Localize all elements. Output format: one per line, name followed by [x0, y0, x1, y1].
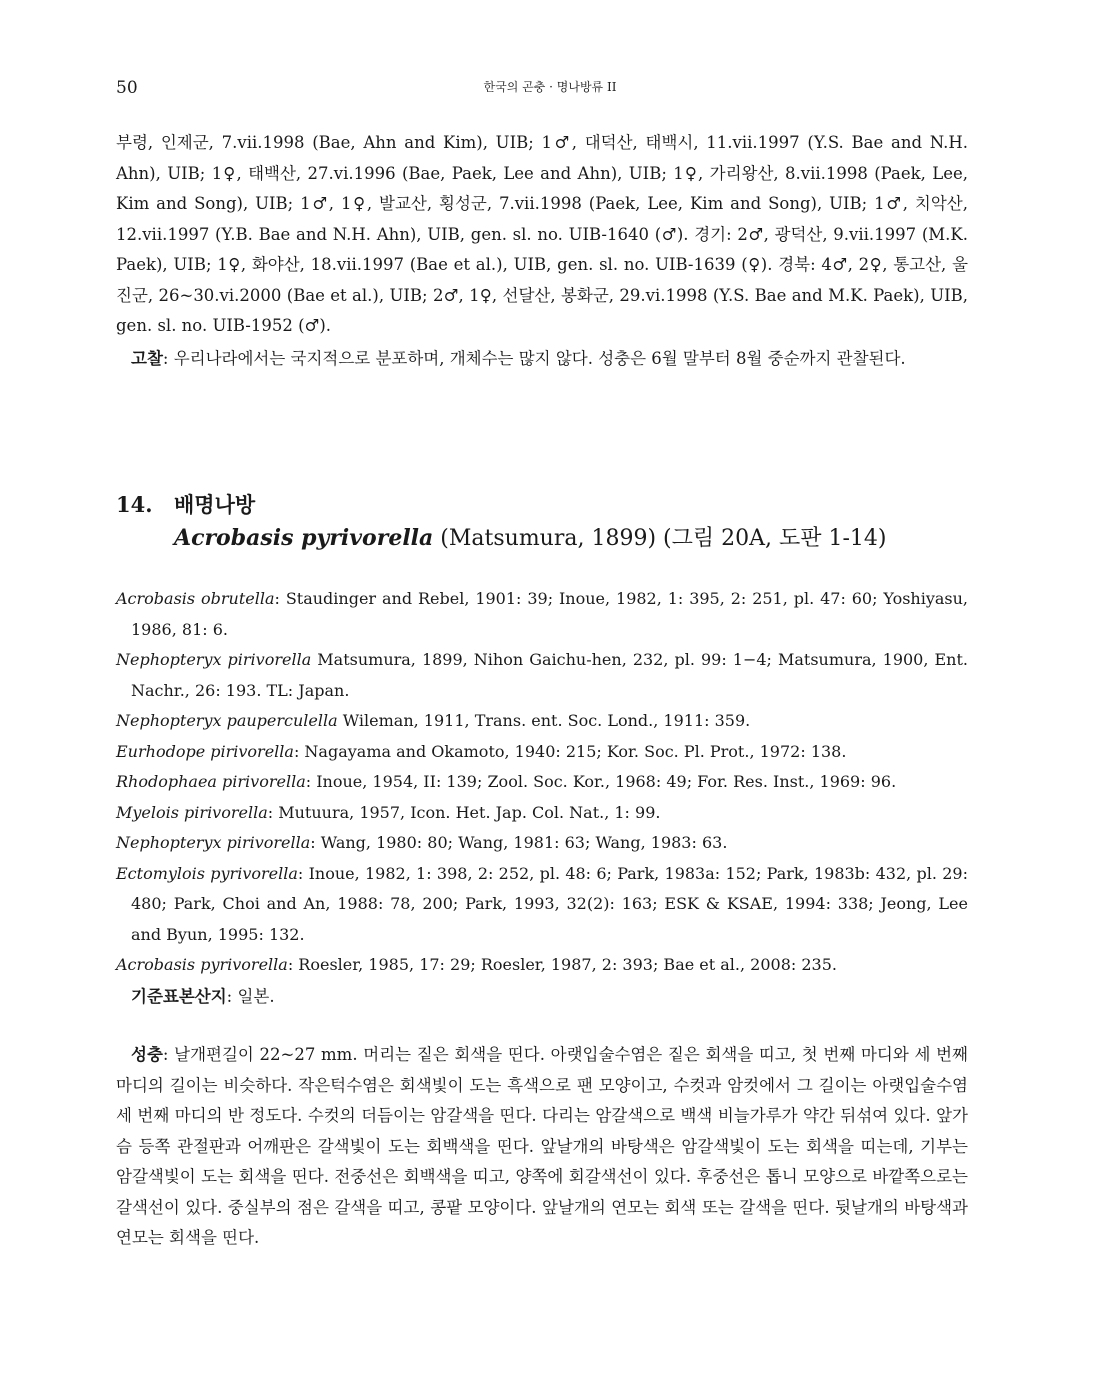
synonym-refs: Matsumura, 1899, Nihon Gaichu-hen, 232, pl. 99: 1−4; Matsumura, 1900, Ent. Nachr., 26: 193. TL: Japan. [131, 650, 968, 700]
synonym-refs: : Inoue, 1954, II: 139; Zool. Soc. Kor., 1968: 49; For. Res. Inst., 1969: 96. [305, 772, 897, 791]
synonym-refs: : Nagayama and Okamoto, 1940: 215; Kor. Soc. Pl. Prot., 1972: 138. [293, 741, 847, 761]
synonym-entry [116, 737, 968, 768]
synonym-refs: Wileman, 1911, Trans. ent. Soc. Lond., 1911: 359. [337, 711, 751, 730]
type-locality-label: 기준표본산지 [131, 987, 227, 1006]
synonym-entry [116, 828, 968, 859]
adult-label: 성충 [131, 1045, 163, 1064]
specimen-records-paragraph: 부령, 인제군, 7.vii.1998 (Bae, Ahn and Kim), UIB; 1♂, 대덕산, 태백시, 11.vii.1997 (Y.S. Bae and N.H. Ahn), UIB; 1♀, 태백산, 27.vi.1996 (Bae, Paek, Lee and Ahn), UIB; 1♀, 가리왕산, 8.vii.1998 (Paek, Lee, Kim and Song), UIB; 1♂, 1♀, 발교산, 횡성군, 7.vii.1998 (Paek, Lee, Kim and Song), UIB; 1♂, 치악산, 12.vii.1997 (Y.B. Bae and N.H. Ahn), UIB, gen. sl. no. UIB-1640 (♂). 경기: 2♂, 광덕산, 9.vii.1997 (M.K. Paek), UIB; 1♀, 화야산, 18.vii.1997 (Bae et al.), UIB, gen. sl. no. UIB-1639 (♀). 경북: 4♂, 2♀, 통고산, 울진군, 26~30.vi.2000 (Bae et al.), UIB; 2♂, 1♀, 선달산, 봉화군, 29.vi.1998 (Y.S. Bae and M.K. Paek), UIB, gen. sl. no. UIB-1952 (♂). [116, 133, 968, 335]
synonym-entry [116, 950, 968, 981]
synonym-name: Nephopteryx pauperculella [116, 711, 338, 730]
type-locality [131, 982, 275, 1012]
type-locality-text: : 일본. [226, 987, 275, 1006]
species-number: 14. [116, 492, 153, 517]
synonym-entry [116, 767, 968, 798]
synonym-name: Eurhodope pirivorella [116, 741, 294, 761]
synonym-list [116, 584, 968, 981]
synonym-name: Ectomylois pyrivorella [116, 863, 298, 883]
synonym-name: Rhodophaea pirivorella [116, 772, 306, 791]
synonym-name: Myelois pirivorella [116, 802, 268, 822]
synonym-entry [116, 584, 968, 645]
synonym-refs: : Roesler, 1985, 17: 29; Roesler, 1987, 2: 393; Bae et al., 2008: 235. [287, 955, 837, 974]
synonym-entry [116, 798, 968, 829]
species-scientific-name: Acrobasis pyrivorella [174, 525, 434, 551]
running-header: 한국의 곤충 · 명나방류 II [483, 80, 617, 94]
synonym-refs: : Mutuura, 1957, Icon. Het. Jap. Col. Nat., 1: 99. [267, 802, 661, 822]
synonym-refs: : Wang, 1980: 80; Wang, 1981: 63; Wang, 1983: 63. [310, 833, 728, 852]
synonym-refs: : Staudinger and Rebel, 1901: 39; Inoue, 1982, 1: 395, 2: 251, pl. 47: 60; Yoshiyasu, 1986, 81: 6. [131, 589, 969, 639]
remarks-text: : 우리나라에서는 국지적으로 분포하며, 개체수는 많지 않다. 성충은 6월 말부터 8월 중순까지 관찰된다. [162, 349, 906, 368]
synonym-entry [116, 706, 968, 737]
synonym-entry [116, 859, 968, 951]
synonym-refs: : Inoue, 1982, 1: 398, 2: 252, pl. 48: 6; Park, 1983a: 152; Park, 1983b: 432, pl. 29: 480; Park, Choi and An, 1988: 78, 200; Park, 1993, 32(2): 163; ESK & KSAE, 1994: 338; Jeong, Lee and Byun, 1995: 132. [131, 863, 968, 944]
synonym-entry [116, 645, 968, 706]
species-heading [116, 488, 255, 522]
page-number: 50 [116, 78, 138, 98]
species-authority: (Matsumura, 1899) [440, 526, 657, 551]
species-figure-ref: (그림 20A, 도판 1-14) [663, 526, 887, 551]
species-korean-name: 배명나방 [174, 492, 256, 517]
adult-text: : 날개편길이 22~27 mm. 머리는 짙은 회색을 띤다. 아랫입술수염은 짙은 회색을 띠고, 첫 번째 마디와 세 번째 마디의 길이는 비슷하다. 작은턱수염은 회색빛이 도는 흑색으로 팬 모양이고, 수컷과 암컷에서 그 길이는 아랫입술수염 세 번째 마디의 반 정도다. 수컷의 더듬이는 암갈색을 띤다. 다리는 암갈색으로 백색 비늘가루가 약간 뒤섞여 있다. 앞가슴 등쪽 관절판과 어깨판은 갈색빛이 도는 회백색을 띤다. 앞날개의 바탕색은 암갈색빛이 도는 회색을 띠는데, 기부는 암갈색빛이 도는 회색을 띤다. 전중선은 회백색을 띠고, 양쪽에 회갈색선이 있다. 후중선은 톱니 모양으로 바깥쪽으로는 갈색선이 있다. 중실부의 점은 갈색을 띠고, 콩팥 모양이다. 앞날개의 연모는 회색 또는 갈색을 띤다. 뒷날개의 바탕색과 연모는 회색을 띤다. [116, 1045, 968, 1247]
synonym-name: Acrobasis pyrivorella [116, 955, 288, 974]
adult-description-paragraph [116, 1040, 968, 1254]
species-scientific-line [174, 521, 887, 556]
synonym-name: Nephopteryx pirivorella [116, 833, 311, 852]
remarks-label: 고찰 [131, 349, 163, 368]
remarks-paragraph [116, 344, 968, 375]
synonym-name: Acrobasis obrutella [116, 589, 275, 608]
synonym-name: Nephopteryx pirivorella [116, 650, 312, 669]
